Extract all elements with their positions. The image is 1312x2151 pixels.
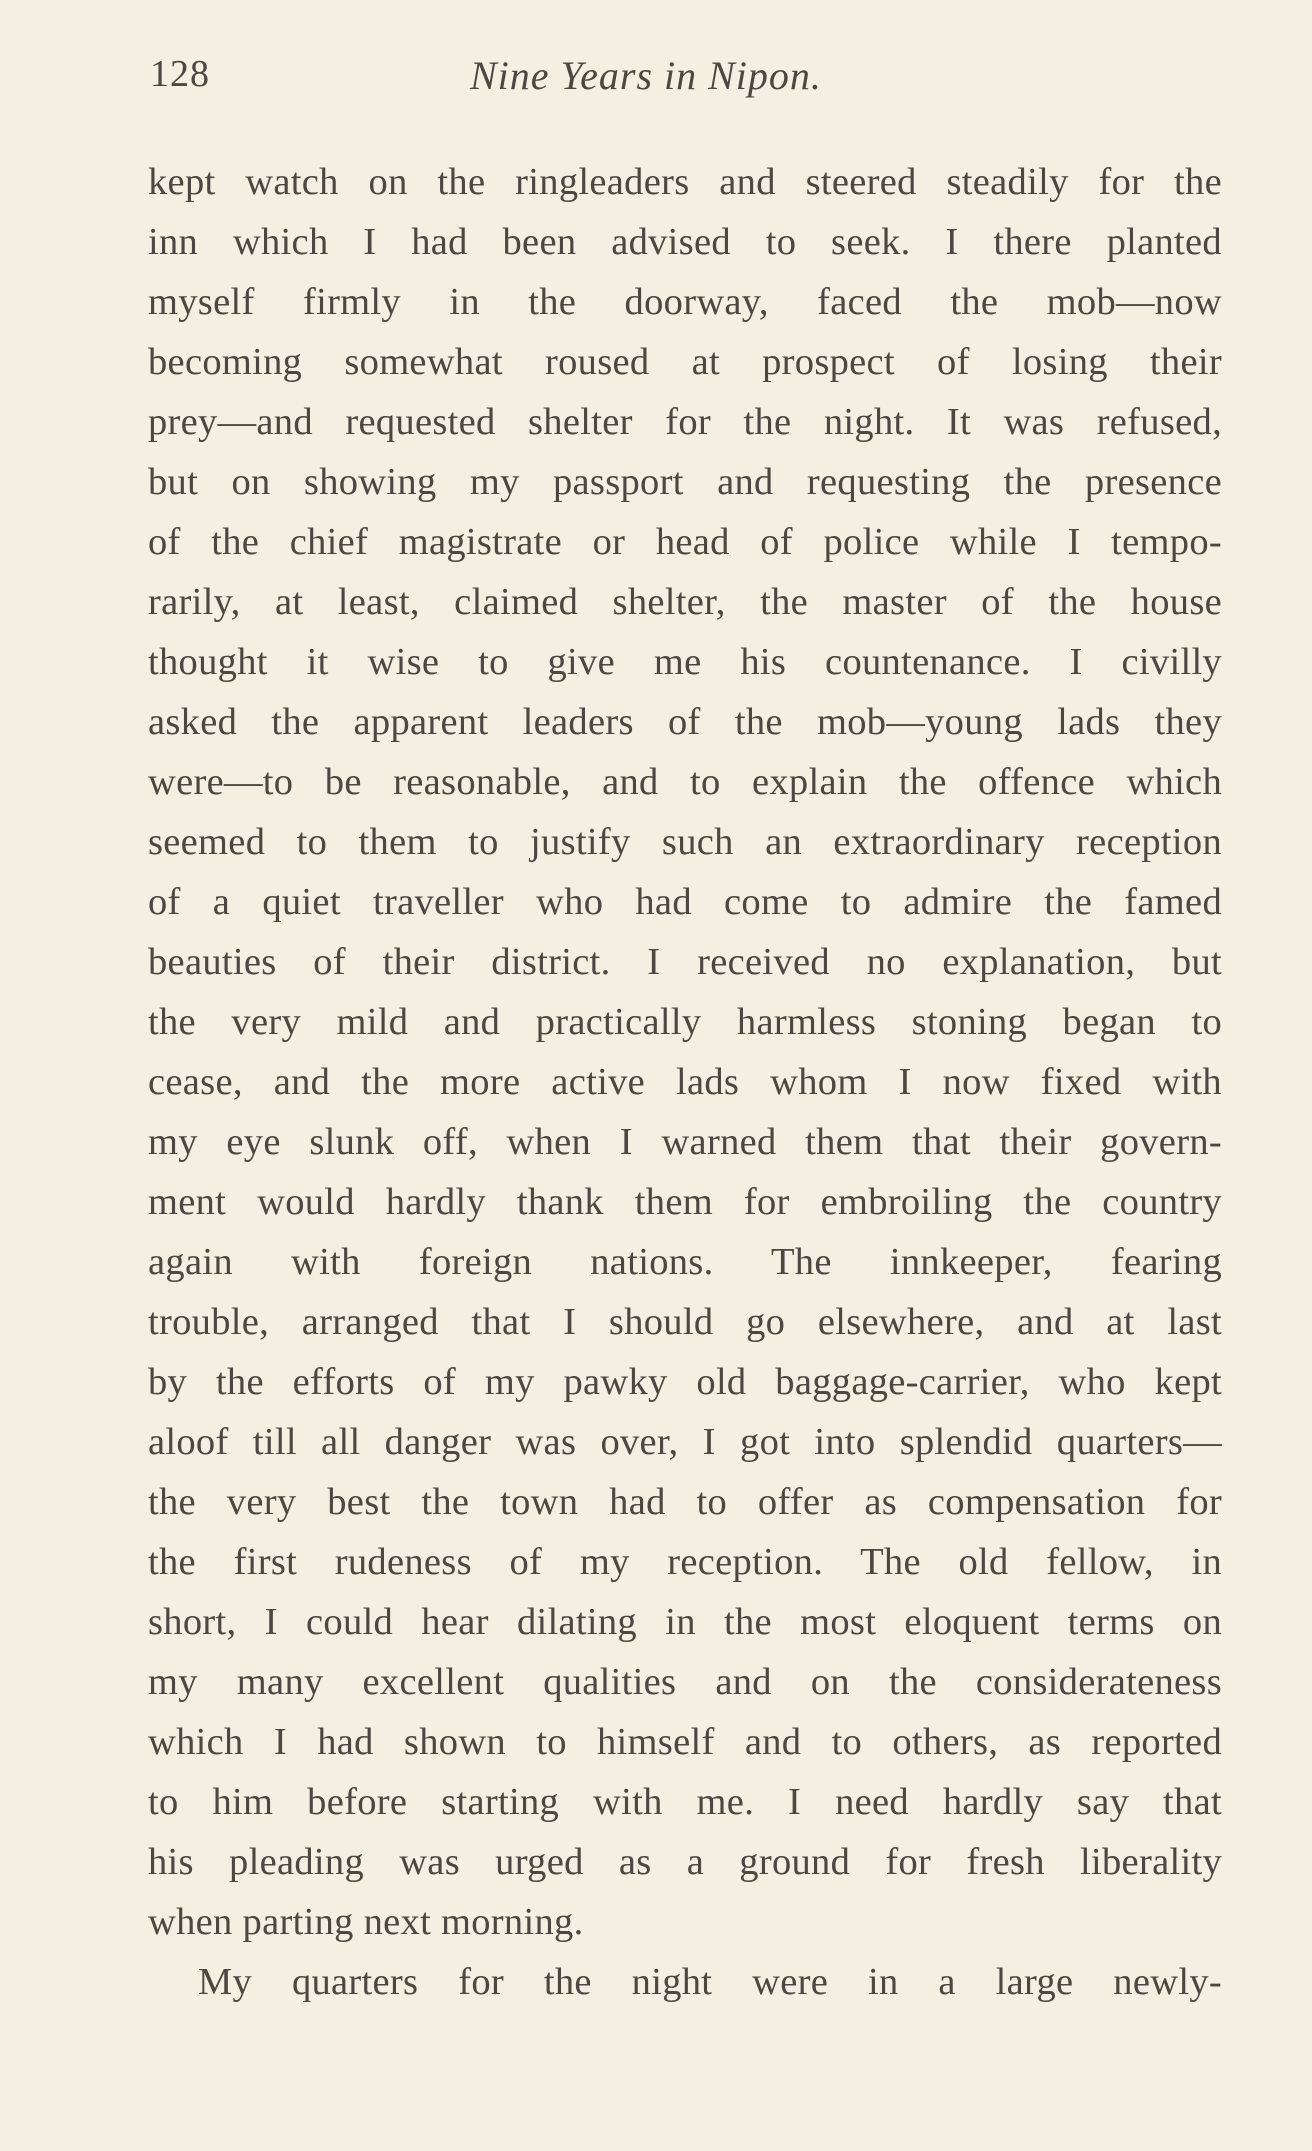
text-line: the very mild and practically harmless stoning began to xyxy=(148,1001,1222,1043)
text-line: prey—and requested shelter for the night. It was refused, xyxy=(148,401,1222,443)
running-title: Nine Years in Nipon. xyxy=(470,53,822,98)
text-line: beauties of their district. I received no explanation, but xyxy=(148,941,1222,983)
text-line: trouble, arranged that I should go elsewhere, and at last xyxy=(148,1301,1222,1343)
text-line: myself firmly in the doorway, faced the mob—now xyxy=(148,281,1222,323)
text-line: to him before starting with me. I need hardly say that xyxy=(148,1781,1222,1823)
page-header xyxy=(150,52,1220,112)
text-line: of a quiet traveller who had come to admire the famed xyxy=(148,881,1222,923)
text-line: my eye slunk off, when I warned them that their govern- xyxy=(148,1121,1222,1163)
text-line: seemed to them to justify such an extraordinary reception xyxy=(148,821,1222,863)
text-line: thought it wise to give me his countenance. I civilly xyxy=(148,641,1222,683)
text-line: becoming somewhat roused at prospect of losing their xyxy=(148,341,1222,383)
text-line: short, I could hear dilating in the most eloquent terms on xyxy=(148,1601,1222,1643)
text-line: were—to be reasonable, and to explain the offence which xyxy=(148,761,1222,803)
text-line: which I had shown to himself and to others, as reported xyxy=(148,1721,1222,1763)
text-line: of the chief magistrate or head of police while I tempo- xyxy=(148,521,1222,563)
text-line: my many excellent qualities and on the considerateness xyxy=(148,1661,1222,1703)
text-line: inn which I had been advised to seek. I there planted xyxy=(148,221,1222,263)
text-line: kept watch on the ringleaders and steered steadily for the xyxy=(148,161,1222,203)
page-number: 128 xyxy=(150,53,210,95)
paragraph-start-line: My quarters for the night were in a large newly- xyxy=(198,1961,1222,2003)
text-line: aloof till all danger was over, I got into splendid quarters— xyxy=(148,1421,1222,1463)
text-line: but on showing my passport and requesting the presence xyxy=(148,461,1222,503)
text-line: his pleading was urged as a ground for fresh liberality xyxy=(148,1841,1222,1883)
body-text xyxy=(148,152,1222,2012)
paragraph-end-line: when parting next morning. xyxy=(148,1901,584,1943)
text-line: the very best the town had to offer as compensation for xyxy=(148,1481,1222,1523)
text-line: again with foreign nations. The innkeeper, fearing xyxy=(148,1241,1222,1283)
text-line: asked the apparent leaders of the mob—young lads they xyxy=(148,701,1222,743)
text-line: by the efforts of my pawky old baggage-carrier, who kept xyxy=(148,1361,1222,1403)
text-line: the first rudeness of my reception. The old fellow, in xyxy=(148,1541,1222,1583)
text-line: ment would hardly thank them for embroiling the country xyxy=(148,1181,1222,1223)
text-line: cease, and the more active lads whom I now fixed with xyxy=(148,1061,1222,1103)
text-line: rarily, at least, claimed shelter, the master of the house xyxy=(148,581,1222,623)
